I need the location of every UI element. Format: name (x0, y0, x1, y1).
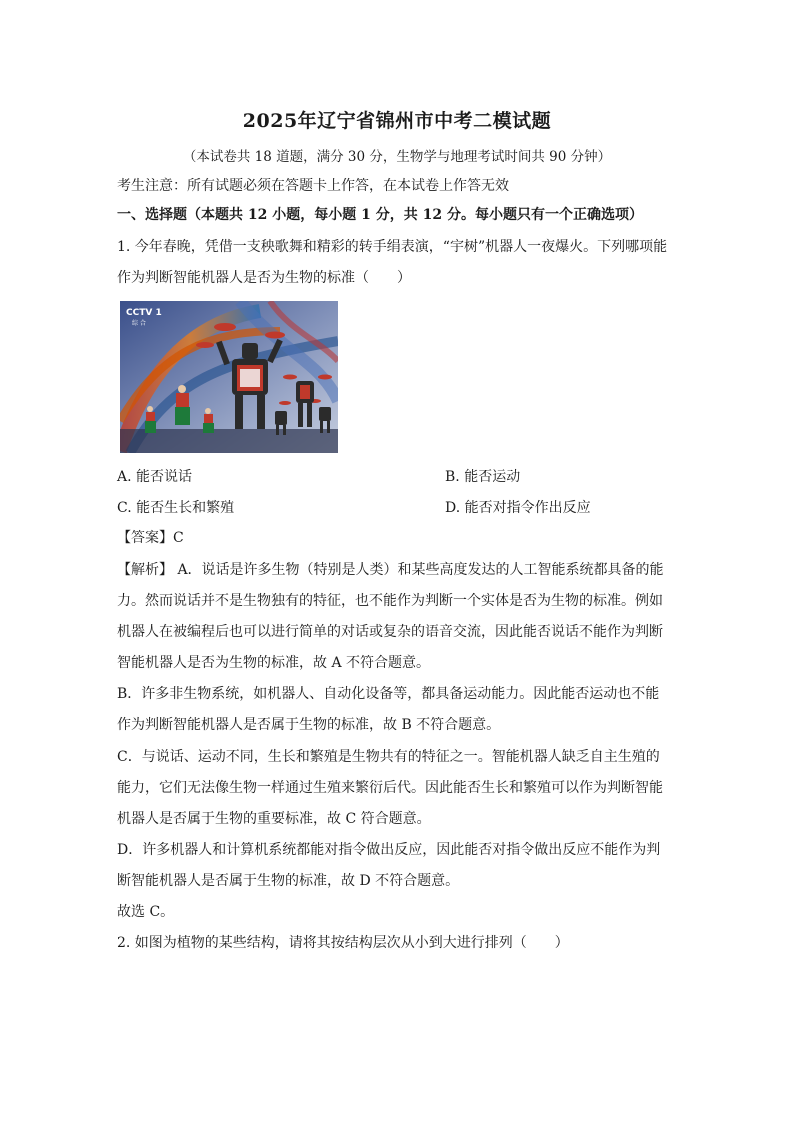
analysis-line: 机器人是否属于生物的重要标准，故 C 符合题意。 (117, 811, 431, 827)
analysis-line: D．许多机器人和计算机系统都能对指令做出反应，因此能否对指令做出反应不能作为判 (117, 842, 661, 858)
analysis-line: 【解析】 A．说话是许多生物（特别是人类）和某些高度发达的人工智能系统都具备的能 (117, 562, 664, 578)
question-2-stem: 2. 如图为植物的某些结构，请将其按结构层次从小到大进行排列（ ） (117, 935, 569, 951)
analysis-line: B．许多非生物系统，如机器人、自动化设备等，都具备运动能力。因此能否运动也不能 (117, 686, 660, 702)
option-b: B. 能否运动 (445, 469, 521, 485)
analysis-line: 力。然而说话并不是生物独有的特征，也不能作为判断一个实体是否为生物的标准。例如 (117, 593, 663, 609)
page-title: 2025年辽宁省锦州市中考二模试题 (242, 110, 552, 132)
channel-logo: CCTV 1 (126, 308, 162, 318)
exam-subtitle: （本试卷共 18 道题，满分 30 分，生物学与地理考试时间共 90 分钟） (182, 149, 612, 165)
analysis-line: 断智能机器人是否属于生物的标准，故 D 不符合题意。 (117, 873, 460, 889)
analysis-line: 能力，它们无法像生物一样通过生殖来繁衍后代。因此能否生长和繁殖可以作为判断智能 (117, 780, 663, 796)
section-heading: 一、选择题（本题共 12 小题，每小题 1 分，共 12 分。每小题只有一个正确选项） (117, 207, 643, 223)
option-a: A. 能否说话 (117, 469, 193, 485)
option-c: C. 能否生长和繁殖 (117, 500, 235, 516)
analysis-conclusion: 故选 C。 (117, 904, 175, 920)
analysis-line: 机器人在被编程后也可以进行简单的对话或复杂的语音交流，因此能否说话不能作为判断 (117, 624, 663, 640)
question-1-stem-line-2: 作为判断智能机器人是否为生物的标准（ ） (117, 270, 411, 286)
analysis-line: 智能机器人是否为生物的标准，故 A 不符合题意。 (117, 655, 431, 671)
analysis-line: C．与说话、运动不同，生长和繁殖是生物共有的特征之一。智能机器人缺乏自主生殖的 (117, 749, 660, 765)
answer-line: 【答案】C (117, 530, 184, 546)
analysis-line: 作为判断智能机器人是否属于生物的标准，故 B 不符合题意。 (117, 717, 501, 733)
robot-performance-image (120, 301, 338, 453)
exam-notice: 考生注意：所有试题必须在答题卡上作答，在本试卷上作答无效 (117, 178, 509, 194)
question-1-stem-line-1: 1. 今年春晚，凭借一支秧歌舞和精彩的转手绢表演，“宇树”机器人一夜爆火。下列哪项能 (117, 239, 668, 255)
channel-logo-sub: 综 合 (132, 320, 146, 327)
option-d: D. 能否对指令作出反应 (445, 500, 591, 516)
